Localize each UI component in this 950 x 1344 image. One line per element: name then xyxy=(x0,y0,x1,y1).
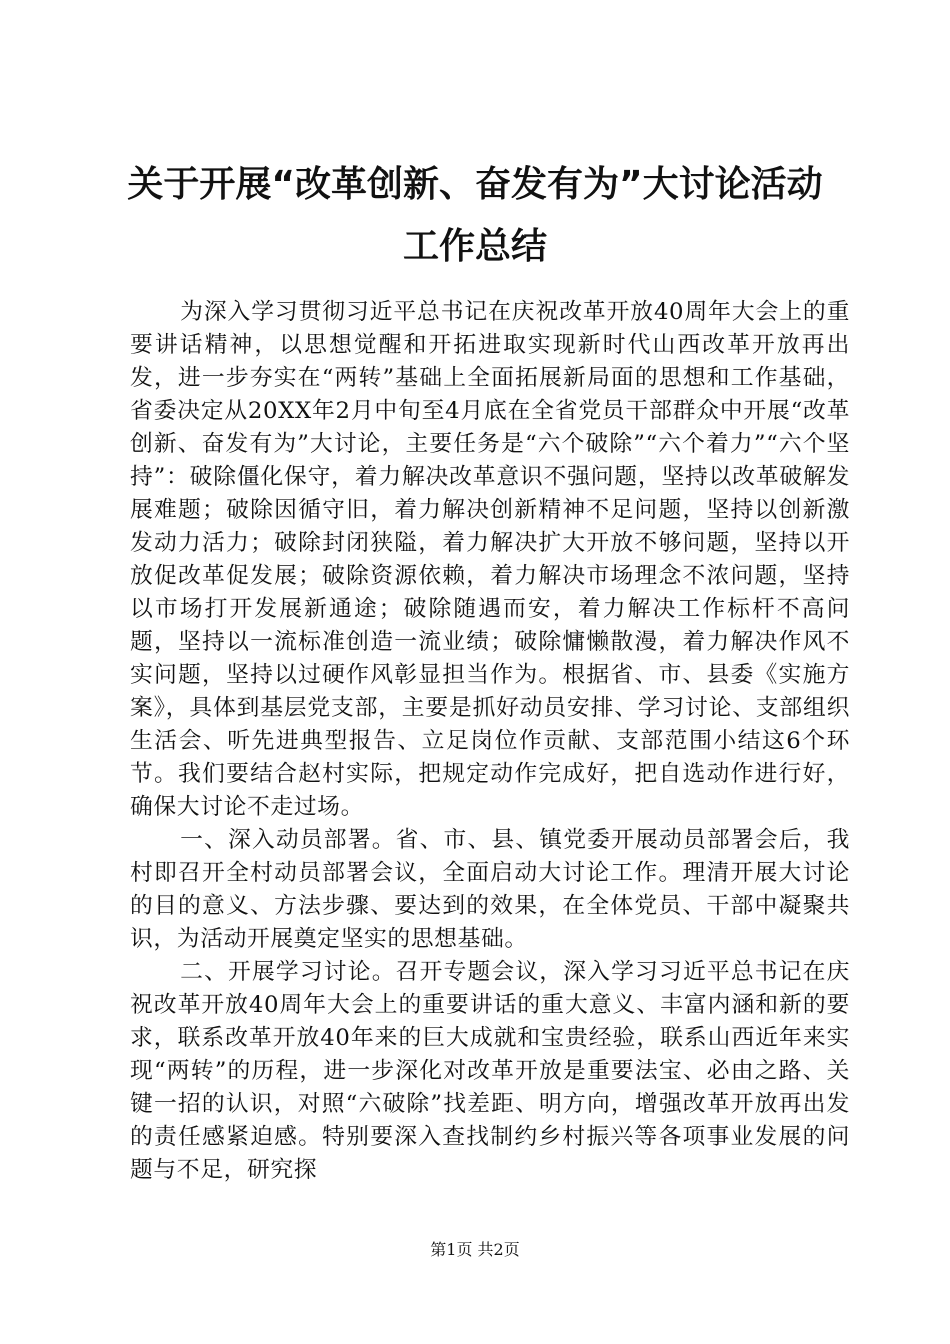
paragraph-section-2: 二、开展学习讨论。召开专题会议，深入学习习近平总书记在庆祝改革开放40周年大会上的重要讲话的重大意义、丰富内涵和新的要求，联系改革开放40年来的巨大成就和宝贵经验，联系山西近年来实现“两转”的历程，进一步深化对改革开放是重要法宝、必由之路、关键一招的认识，对照“六破除”找差距、明方向，增强改革开放再出发的责任感紧迫感。特别要深入查找制约乡村振兴等各项事业发展的问题与不足，研究探 xyxy=(130,959,850,1183)
document-title-line-2: 工作总结 xyxy=(402,226,547,267)
document-title-line-1: 关于开展“改革创新、奋发有为”大讨论活动 xyxy=(127,164,823,205)
paragraph-section-1: 一、深入动员部署。省、市、县、镇党委开展动员部署会后，我村即召开全村动员部署会议，全面启动大讨论工作。理清开展大讨论的目的意义、方法步骤、要达到的效果，在全体党员、干部中凝聚共识，为活动开展奠定坚实的思想基础。 xyxy=(130,827,850,952)
document-body xyxy=(130,296,850,1187)
page-footer: 第1页 共2页 xyxy=(430,1240,520,1259)
paragraph-intro: 为深入学习贯彻习近平总书记在庆祝改革开放40周年大会上的重要讲话精神，以思想觉醒和开拓进取实现新时代山西改革开放再出发，进一步夯实在“两转”基础上全面拓展新局面的思想和工作基础，省委决定从20XX年2月中旬至4月底在全省党员干部群众中开展“改革创新、奋发有为”大讨论，主要任务是“六个破除”“六个着力”“六个坚持”：破除僵化保守，着力解决改革意识不强问题，坚持以改革破解发展难题；破除因循守旧，着力解决创新精神不足问题，坚持以创新激发动力活力；破除封闭狭隘，着力解决扩大开放不够问题，坚持以开放促改革促发展；破除资源依赖，着力解决市场理念不浓问题，坚持以市场打开发展新通途；破除随遇而安，着力解决工作标杆不高问题，坚持以一流标准创造一流业绩；破除慵懒散漫，着力解决作风不实问题，坚持以过硬作风彰显担当作为。根据省、市、县委《实施方案》，具体到基层党支部，主要是抓好动员安排、学习讨论、支部组织生活会、听先进典型报告、立足岗位作贡献、支部范围小结这6个环节。我们要结合赵村实际，把规定动作完成好，把自选动作进行好，确保大讨论不走过场。 xyxy=(130,299,850,820)
